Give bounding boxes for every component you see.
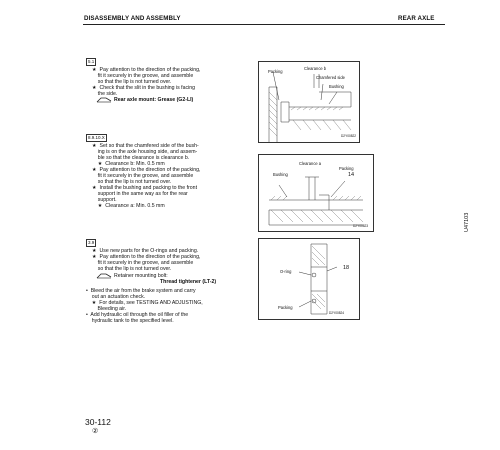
section2-line-1: ing is on the axle housing side, and assem- [92, 149, 198, 155]
grease-spec: Rear axle mount: Grease (G2-LI) [114, 97, 194, 103]
header-rule [83, 24, 445, 25]
grease-icon [96, 96, 112, 103]
section2-line-0: ★ Set so that the chamfered side of the bush- [92, 143, 199, 149]
section2-line-2: ble so that the clearance is clearance b. [92, 155, 190, 161]
bullet-line-3: Bleeding air. [86, 306, 127, 312]
section2-line-6: so that the lip is not turned over. [92, 179, 172, 185]
section1-line-3: ★ Check that the slit in the bushing is facing [92, 85, 195, 91]
label-chamfered-side: Chamfered side [316, 75, 345, 80]
section2-line-7: ★ Install the bushing and packing to the front [92, 185, 198, 191]
section2-line-10: ★ Clearance a: Min. 0.5 mm [92, 203, 165, 209]
label-packing-1: Packing [268, 69, 283, 74]
figure-code-3: D2Y00824 [329, 311, 345, 315]
revision-mark: ② [92, 428, 99, 435]
section2-line-3: ★ Clearance b: Min. 0.5 mm [92, 161, 165, 167]
figure-front-support [258, 154, 374, 232]
page-number: 30-112 [85, 417, 111, 427]
label-bushing-1: Bushing [329, 84, 344, 89]
retainer-line: Retainer mounting bolt: [114, 273, 168, 279]
header-component-title: REAR AXLE [398, 15, 435, 22]
label-bushing-2: Bushing [273, 172, 288, 177]
figure-packing-bushing [258, 61, 360, 143]
section2-line-4: ★ Pay attention to the direction of the packing, [92, 167, 201, 173]
section1-line-0: ★ Pay attention to the direction of the packing, [92, 67, 201, 73]
section3-line-3: so that the lip is not turned over. [92, 266, 172, 272]
callout-18: 18 [343, 265, 350, 271]
figure-code-1: D2Y00822 [341, 134, 357, 138]
step-tag-2: 8.9.10.X [88, 135, 105, 140]
bullet-line-1: out an actuation check. [86, 294, 146, 300]
bullet-line-0: • Bleed the air from the brake system and carry [86, 288, 196, 294]
section1-line-4: the side. [92, 91, 118, 97]
section1-line-2: so that the lip is not turned over. [92, 79, 172, 85]
section3-line-2: fit it securely in the groove, and assemble [92, 260, 194, 266]
bullet-line-4: • Add hydraulic oil through the oil filler of the [86, 312, 189, 318]
figure-code-2: D2Y00823 [353, 224, 369, 228]
step-tag-3: 3.9 [88, 240, 95, 245]
label-packing-3: Packing [278, 305, 293, 310]
section1-line-1: fit it securely in the groove, and assemble [92, 73, 194, 79]
torque-line: Thread tightener (LT-2) [160, 279, 217, 285]
tightener-icon [96, 272, 112, 279]
bullet-line-2: ★ For details, see TESTING AND ADJUSTING, [86, 300, 203, 306]
section2-line-8: support in the same way as for the rear [92, 191, 188, 197]
label-oring: O-ring [280, 269, 292, 274]
section3-line-0: ★ Use new parts for the O-rings and packing. [92, 248, 199, 254]
callout-14: 14 [348, 172, 355, 178]
side-code: U47103 [464, 212, 470, 232]
section2-line-9: support. [92, 197, 117, 203]
section3-line-1: ★ Pay attention to the direction of the packing, [92, 254, 201, 260]
step-tag-1: 5.1 [88, 59, 95, 64]
label-clearance-b: Clearance b [304, 66, 327, 71]
label-clearance-a: Clearance a [299, 161, 322, 166]
label-packing-2: Packing [339, 166, 354, 171]
header-section-title: DISASSEMBLY AND ASSEMBLY [84, 15, 181, 22]
section2-line-5: fit it securely in the groove, and assemble [92, 173, 194, 179]
bullet-line-5: hydraulic tank to the specified level. [86, 318, 174, 324]
figure-oring-packing [258, 238, 360, 320]
